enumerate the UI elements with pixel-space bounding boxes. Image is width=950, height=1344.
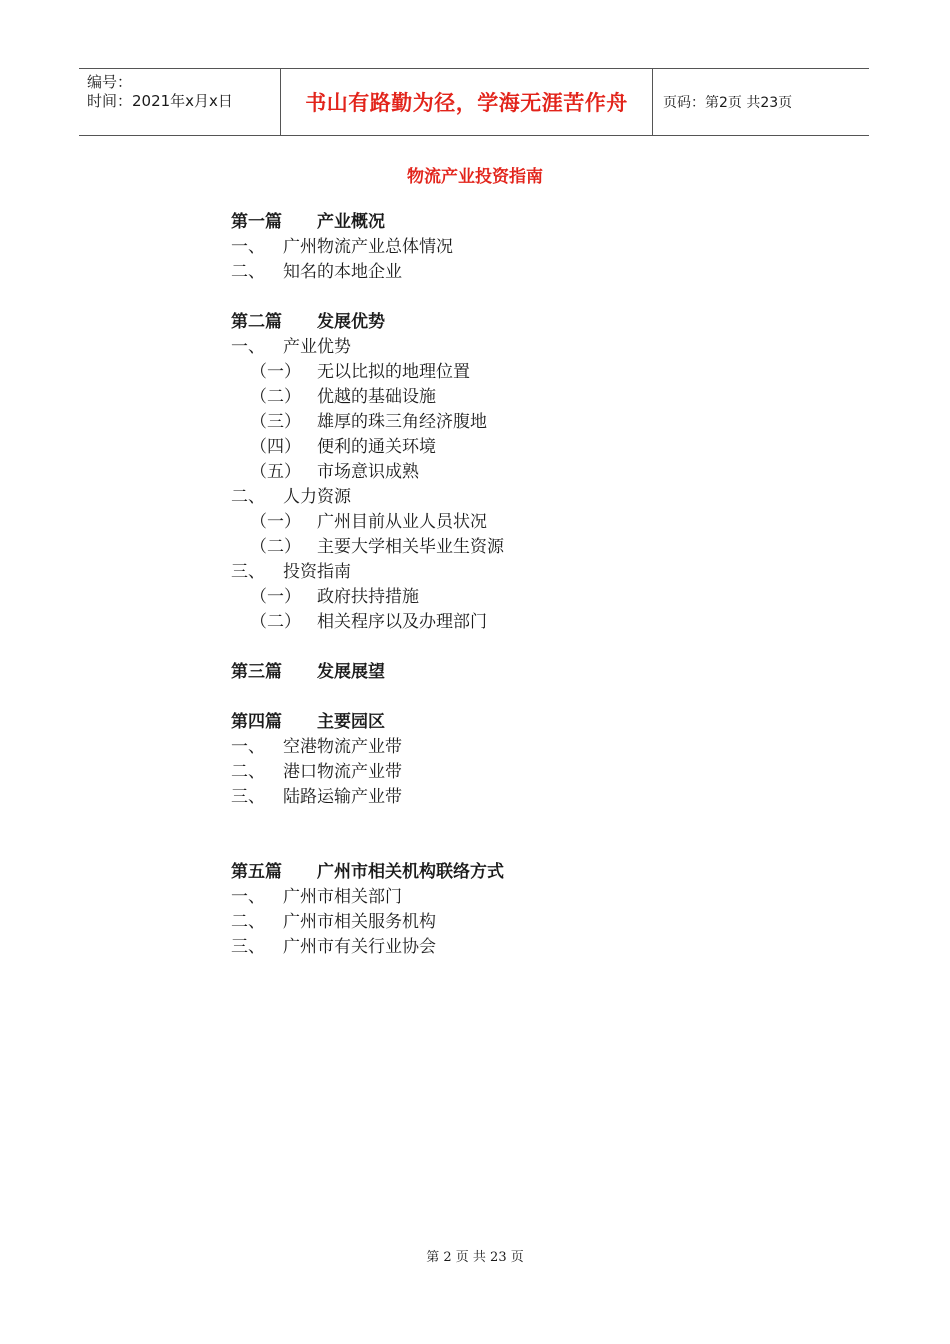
toc-subsection-number: （五） bbox=[250, 462, 301, 482]
toc-subsection[interactable] bbox=[231, 585, 831, 610]
toc-subsection-title: 相关程序以及办理部门 bbox=[317, 612, 487, 632]
document-title: 物流产业投资指南 bbox=[407, 167, 543, 187]
toc-subsection[interactable] bbox=[231, 360, 831, 385]
spacer bbox=[231, 685, 831, 710]
spacer bbox=[231, 285, 831, 310]
toc-subsection[interactable] bbox=[231, 410, 831, 435]
toc-section[interactable] bbox=[231, 235, 831, 260]
toc-section-title: 投资指南 bbox=[283, 562, 351, 582]
toc-section-title: 广州市相关部门 bbox=[283, 887, 402, 907]
toc-subsection-title: 政府扶持措施 bbox=[317, 587, 419, 607]
toc-section[interactable] bbox=[231, 785, 831, 810]
header-time-label: 时间：2021年x月x日 bbox=[87, 92, 233, 110]
toc-section-number: 三、 bbox=[231, 937, 265, 957]
toc-section-title: 空港物流产业带 bbox=[283, 737, 402, 757]
toc-part-number: 第二篇 bbox=[231, 312, 282, 332]
toc-section-title: 广州市有关行业协会 bbox=[283, 937, 436, 957]
table-of-contents bbox=[231, 210, 831, 960]
toc-section[interactable] bbox=[231, 560, 831, 585]
toc-part-5[interactable] bbox=[231, 860, 831, 885]
page-footer: 第 2 页 共 23 页 bbox=[426, 1250, 524, 1265]
toc-subsection-title: 雄厚的珠三角经济腹地 bbox=[317, 412, 487, 432]
toc-subsection[interactable] bbox=[231, 435, 831, 460]
toc-section[interactable] bbox=[231, 260, 831, 285]
toc-subsection-number: （二） bbox=[250, 387, 301, 407]
toc-subsection-title: 市场意识成熟 bbox=[317, 462, 419, 482]
toc-section[interactable] bbox=[231, 935, 831, 960]
toc-part-title: 广州市相关机构联络方式 bbox=[317, 862, 504, 882]
toc-section-number: 三、 bbox=[231, 562, 265, 582]
toc-part-number: 第四篇 bbox=[231, 712, 282, 732]
toc-part-title: 发展优势 bbox=[317, 312, 385, 332]
toc-subsection[interactable] bbox=[231, 535, 831, 560]
toc-part-number: 第五篇 bbox=[231, 862, 282, 882]
toc-section-number: 一、 bbox=[231, 887, 265, 907]
spacer bbox=[231, 810, 831, 860]
toc-subsection-title: 广州目前从业人员状况 bbox=[317, 512, 487, 532]
toc-section-number: 二、 bbox=[231, 262, 265, 282]
toc-section-title: 港口物流产业带 bbox=[283, 762, 402, 782]
toc-subsection-number: （二） bbox=[250, 612, 301, 632]
toc-part-3[interactable] bbox=[231, 660, 831, 685]
toc-section-number: 一、 bbox=[231, 237, 265, 257]
toc-section-title: 广州物流产业总体情况 bbox=[283, 237, 453, 257]
toc-subsection-title: 主要大学相关毕业生资源 bbox=[317, 537, 504, 557]
toc-section-number: 三、 bbox=[231, 787, 265, 807]
toc-subsection-title: 无以比拟的地理位置 bbox=[317, 362, 470, 382]
toc-section-number: 二、 bbox=[231, 762, 265, 782]
toc-section-title: 人力资源 bbox=[283, 487, 351, 507]
toc-section-number: 一、 bbox=[231, 337, 265, 357]
toc-part-4[interactable] bbox=[231, 710, 831, 735]
toc-section[interactable] bbox=[231, 485, 831, 510]
toc-section-title: 陆路运输产业带 bbox=[283, 787, 402, 807]
toc-part-title: 发展展望 bbox=[317, 662, 385, 682]
toc-subsection-number: （一） bbox=[250, 512, 301, 532]
toc-section[interactable] bbox=[231, 760, 831, 785]
header-motto: 书山有路勤为径，学海无涯苦作舟 bbox=[281, 69, 653, 135]
toc-subsection-number: （一） bbox=[250, 587, 301, 607]
header-meta-cell bbox=[79, 69, 281, 135]
spacer bbox=[231, 635, 831, 660]
toc-part-number: 第三篇 bbox=[231, 662, 282, 682]
toc-subsection[interactable] bbox=[231, 610, 831, 635]
toc-section[interactable] bbox=[231, 885, 831, 910]
toc-section-number: 二、 bbox=[231, 912, 265, 932]
toc-subsection-number: （四） bbox=[250, 437, 301, 457]
toc-section[interactable] bbox=[231, 335, 831, 360]
toc-subsection[interactable] bbox=[231, 460, 831, 485]
toc-section-title: 产业优势 bbox=[283, 337, 351, 357]
toc-subsection[interactable] bbox=[231, 385, 831, 410]
toc-subsection-title: 优越的基础设施 bbox=[317, 387, 436, 407]
toc-part-2[interactable] bbox=[231, 310, 831, 335]
page-header bbox=[79, 68, 869, 136]
toc-part-1[interactable] bbox=[231, 210, 831, 235]
toc-section-title: 知名的本地企业 bbox=[283, 262, 402, 282]
toc-subsection-number: （三） bbox=[250, 412, 301, 432]
toc-section-title: 广州市相关服务机构 bbox=[283, 912, 436, 932]
toc-subsection-number: （二） bbox=[250, 537, 301, 557]
toc-section[interactable] bbox=[231, 735, 831, 760]
header-number-label: 编号： bbox=[87, 73, 133, 91]
header-page-info: 页码：第2页 共23页 bbox=[663, 95, 793, 111]
toc-part-title: 主要园区 bbox=[317, 712, 385, 732]
toc-section[interactable] bbox=[231, 910, 831, 935]
toc-part-number: 第一篇 bbox=[231, 212, 282, 232]
toc-subsection-number: （一） bbox=[250, 362, 301, 382]
toc-subsection[interactable] bbox=[231, 510, 831, 535]
toc-section-number: 二、 bbox=[231, 487, 265, 507]
toc-part-title: 产业概况 bbox=[317, 212, 385, 232]
toc-subsection-title: 便利的通关环境 bbox=[317, 437, 436, 457]
toc-section-number: 一、 bbox=[231, 737, 265, 757]
